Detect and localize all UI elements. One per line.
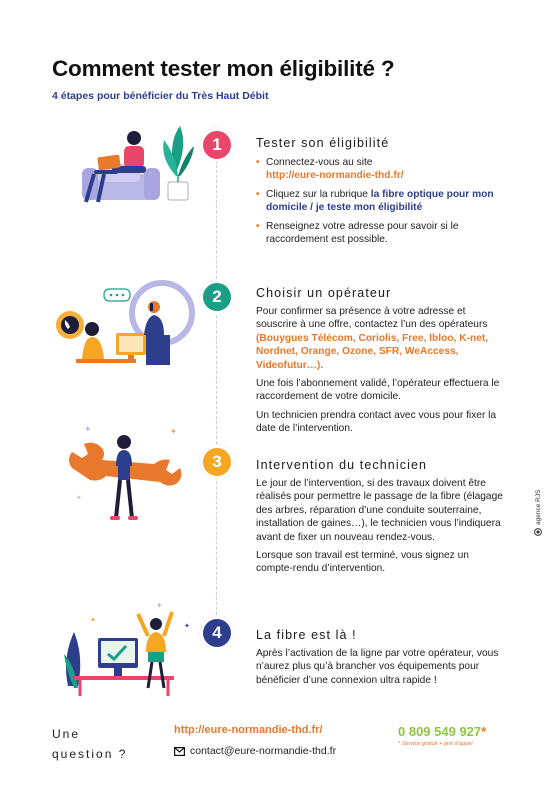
step-2-paragraph-1: [256, 305, 508, 372]
step-1-bullet-2-text: Cliquez sur la rubrique: [266, 188, 371, 200]
step-2-p1-text: Pour confirmer sa présence à votre adresse et souscrire à une offre, contactez l’un des opérateurs: [256, 306, 488, 331]
step-2-operators-list: (Bouygues Télécom, Coriolis, Free, Ibloo, K-net, Nordnet, Orange, Ozone, SFR, WeAccess, Videofutur…).: [256, 332, 489, 371]
call-center-illustration: [56, 275, 196, 375]
footer-phone-star: *: [481, 724, 487, 739]
svg-text:✦: ✦: [84, 425, 92, 435]
step-2-title: Choisir un opérateur: [256, 286, 392, 300]
step-1-site-link[interactable]: http://eure-normandie-thd.fr/: [266, 170, 404, 182]
footer-email-text: contact@eure-normandie-thd.fr: [190, 745, 337, 757]
footer-phone: [398, 724, 486, 739]
footer-phone-note: * Service gratuit + prix d’appel: [398, 741, 473, 747]
footer-question-line-1: Une: [52, 727, 81, 741]
step-1-bullet-3: • Renseignez votre adresse pour savoir si le raccordement est possible.: [256, 220, 508, 247]
page-title: Comment tester mon éligibilité ?: [52, 56, 395, 81]
step-3-badge: 3: [200, 445, 234, 479]
footer-phone-number: 0 809 549 927: [398, 724, 482, 739]
step-1-bullet-2: [256, 188, 508, 215]
step-3-title: Intervention du technicien: [256, 458, 428, 472]
footer-website-link[interactable]: http://eure-normandie-thd.fr/: [174, 724, 323, 736]
step-2-paragraph-3: Un technicien prendra contact avec vous pour fixer la date de l’intervention.: [256, 409, 497, 435]
step-4-badge: 4: [200, 616, 234, 650]
step-1-bullet-1: [256, 156, 508, 183]
step-4-title: La fibre est là !: [256, 628, 357, 642]
agency-credit: [534, 490, 542, 536]
celebration-computer-illustration: [60, 598, 200, 698]
agency-logo-icon: [534, 528, 542, 536]
person-laptop-armchair-illustration: [76, 122, 196, 212]
svg-text:✦: ✦: [90, 616, 96, 624]
step-2-paragraph-2: Une fois l’abonnement validé, l’opérateur effectuera le raccordement de votre domicile.: [256, 378, 500, 403]
footer-email[interactable]: [174, 745, 336, 757]
step-4-body: [256, 647, 508, 692]
agency-credit-text: agence RJS: [534, 489, 542, 525]
step-3-paragraph-2: Lorsque son travail est terminé, vous signez un compte-rendu d’intervention.: [256, 550, 469, 575]
step-1-bullet-2-highlight: la fibre optique pour mon domicile / je teste mon éligibilité: [266, 188, 494, 214]
step-1-badge: 1: [200, 128, 234, 162]
step-1-title: Tester son éligibilité: [256, 136, 390, 150]
page-subtitle: 4 étapes pour bénéficier du Très Haut Débit: [52, 90, 269, 102]
step-1-body: [256, 156, 508, 251]
step-2-body: [256, 305, 508, 441]
envelope-icon: [174, 747, 185, 756]
step-2-badge: 2: [200, 280, 234, 314]
step-3-paragraph-1: Le jour de l’intervention, si des travaux doivent être réalisés pour permettre le passage de la fibre (élagage des arbres, réparation d’une conduite souterraine, installation de gaines…), le technicien vous l’indiquera avant de fixer un nouveau rendez-vous.: [256, 478, 503, 543]
technician-wrench-illustration: [62, 420, 192, 530]
step-3-body: [256, 477, 508, 581]
svg-text:✦: ✦: [170, 427, 177, 436]
svg-text:✦: ✦: [76, 494, 82, 502]
footer-question-line-2: question ?: [52, 747, 128, 761]
timeline-line: [216, 150, 217, 650]
footer-question: [52, 724, 127, 764]
step-4-paragraph-1: Après l’activation de la ligne par votre opérateur, vous n’aurez plus qu’à brancher vos équipements pour bénéficier d’une connexion ultra rapide !: [256, 648, 499, 686]
step-1-bullet-1-text: Connectez-vous au site: [266, 157, 373, 168]
svg-text:✦: ✦: [156, 601, 163, 610]
svg-text:✦: ✦: [184, 622, 190, 630]
